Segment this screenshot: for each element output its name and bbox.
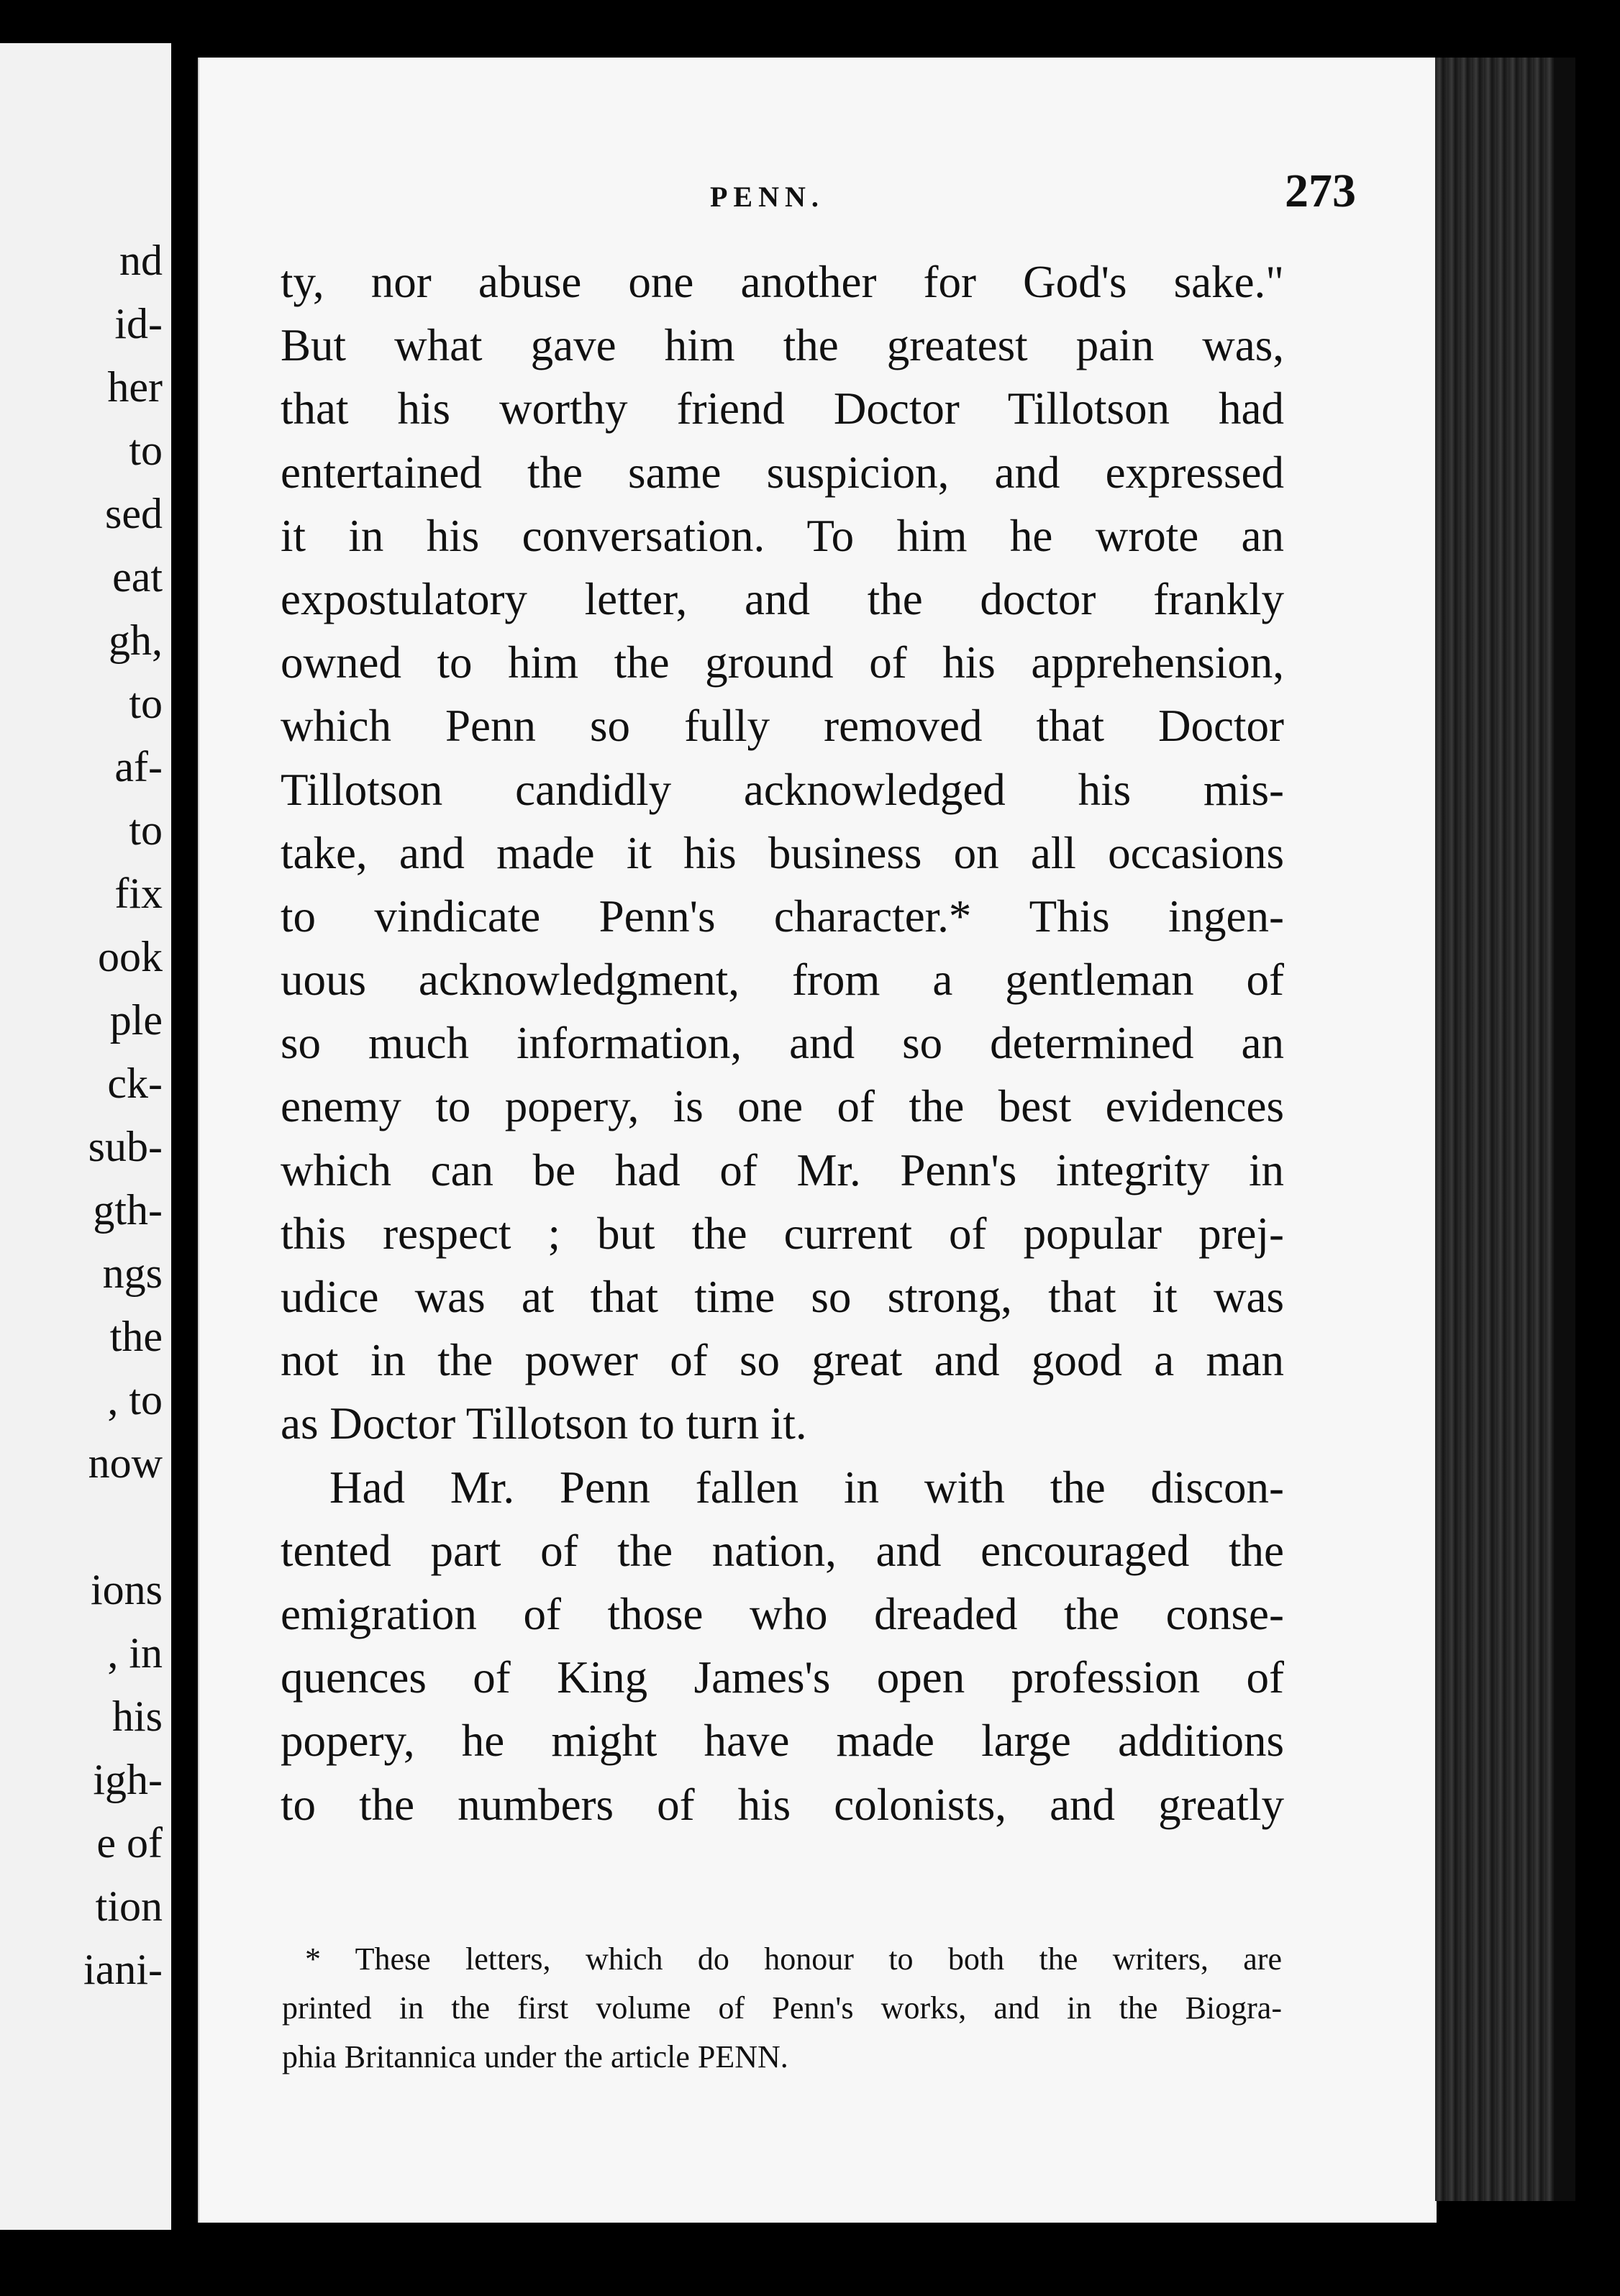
facing-page-left bbox=[0, 43, 171, 2230]
left-fragment: gth- bbox=[93, 1186, 163, 1234]
text-line: it in his conversation. To him he wrote an bbox=[281, 510, 1284, 561]
left-fragment: ions bbox=[90, 1566, 163, 1613]
text-line: emigration of those who dreaded the conse- bbox=[281, 1588, 1284, 1639]
text-line: owned to him the ground of his apprehension, bbox=[281, 637, 1284, 688]
left-fragment: , to bbox=[107, 1376, 163, 1423]
text-line: not in the power of so great and good a man bbox=[281, 1335, 1284, 1386]
running-head bbox=[199, 164, 1437, 222]
text-line: so much information, and so determined an bbox=[281, 1018, 1284, 1069]
left-fragment: , in bbox=[107, 1629, 163, 1677]
binding-shadow bbox=[1554, 58, 1575, 2201]
footnote-line: * These letters, which do honour to both the writers, are bbox=[305, 1941, 1282, 1977]
text-line: Tillotson candidly acknowledged his mis- bbox=[281, 764, 1284, 815]
left-fragment: sed bbox=[105, 490, 163, 537]
left-fragment: ck- bbox=[107, 1060, 163, 1107]
left-fragment: to bbox=[129, 427, 163, 474]
body-text bbox=[281, 250, 1284, 1836]
left-fragment: to bbox=[129, 680, 163, 727]
left-fragment: eat bbox=[112, 553, 163, 601]
left-fragment: now bbox=[88, 1439, 163, 1487]
running-title: PENN. bbox=[710, 181, 824, 213]
text-line: that his worthy friend Doctor Tillotson had bbox=[281, 383, 1284, 434]
left-fragment: ngs bbox=[102, 1249, 163, 1297]
left-fragment: ook bbox=[98, 933, 163, 980]
page-number: 273 bbox=[1285, 165, 1356, 217]
left-fragment: the bbox=[109, 1313, 163, 1360]
text-line: But what gave him the greatest pain was, bbox=[281, 320, 1284, 371]
left-fragment: e of bbox=[96, 1819, 163, 1867]
text-line: take, and made it his business on all occasions bbox=[281, 827, 1284, 878]
left-fragment: sub- bbox=[88, 1123, 163, 1170]
left-fragment: to bbox=[129, 806, 163, 854]
page-block-edge bbox=[1435, 58, 1554, 2201]
left-fragment: af- bbox=[114, 743, 163, 791]
text-line: udice was at that time so strong, that it was bbox=[281, 1272, 1284, 1322]
left-fragment: gh, bbox=[109, 616, 163, 664]
text-line: ty, nor abuse one another for God's sake." bbox=[281, 257, 1284, 307]
text-line: uous acknowledgment, from a gentleman of bbox=[281, 955, 1284, 1006]
text-line: which can be had of Mr. Penn's integrity in bbox=[281, 1144, 1284, 1195]
text-line: expostulatory letter, and the doctor frankly bbox=[281, 573, 1284, 624]
footnote-line: printed in the first volume of Penn's works, and in the Biogra- bbox=[282, 1990, 1282, 2026]
text-line: to the numbers of his colonists, and greatly bbox=[281, 1779, 1284, 1830]
paragraph-start-line: Had Mr. Penn fallen in with the discon- bbox=[329, 1462, 1284, 1513]
text-line: enemy to popery, is one of the best evidences bbox=[281, 1081, 1284, 1132]
text-line: which Penn so fully removed that Doctor bbox=[281, 701, 1284, 752]
left-fragment: nd bbox=[119, 237, 163, 284]
text-line: tented part of the nation, and encouraged the bbox=[281, 1525, 1284, 1576]
text-line: popery, he might have made large additions bbox=[281, 1716, 1284, 1767]
left-fragment: id- bbox=[114, 300, 163, 347]
left-fragment: tion bbox=[95, 1882, 163, 1930]
text-line: as Doctor Tillotson to turn it. bbox=[281, 1398, 807, 1449]
left-fragment: igh- bbox=[93, 1756, 163, 1803]
text-line: quences of King James's open profession of bbox=[281, 1652, 1284, 1703]
footnote-line: phia Britannica under the article PENN. bbox=[282, 2039, 788, 2074]
left-fragment: ple bbox=[109, 996, 163, 1044]
left-fragment: iani- bbox=[83, 1946, 163, 1993]
left-fragment: his bbox=[112, 1693, 163, 1740]
text-line: entertained the same suspicion, and expressed bbox=[281, 447, 1284, 498]
book-page bbox=[198, 58, 1437, 2223]
left-fragment: fix bbox=[114, 870, 163, 917]
footnote bbox=[282, 1935, 1282, 2082]
text-line: this respect ; but the current of popular prej- bbox=[281, 1208, 1284, 1259]
left-fragment: her bbox=[107, 363, 163, 411]
text-line: to vindicate Penn's character.* This ingen- bbox=[281, 890, 1284, 942]
